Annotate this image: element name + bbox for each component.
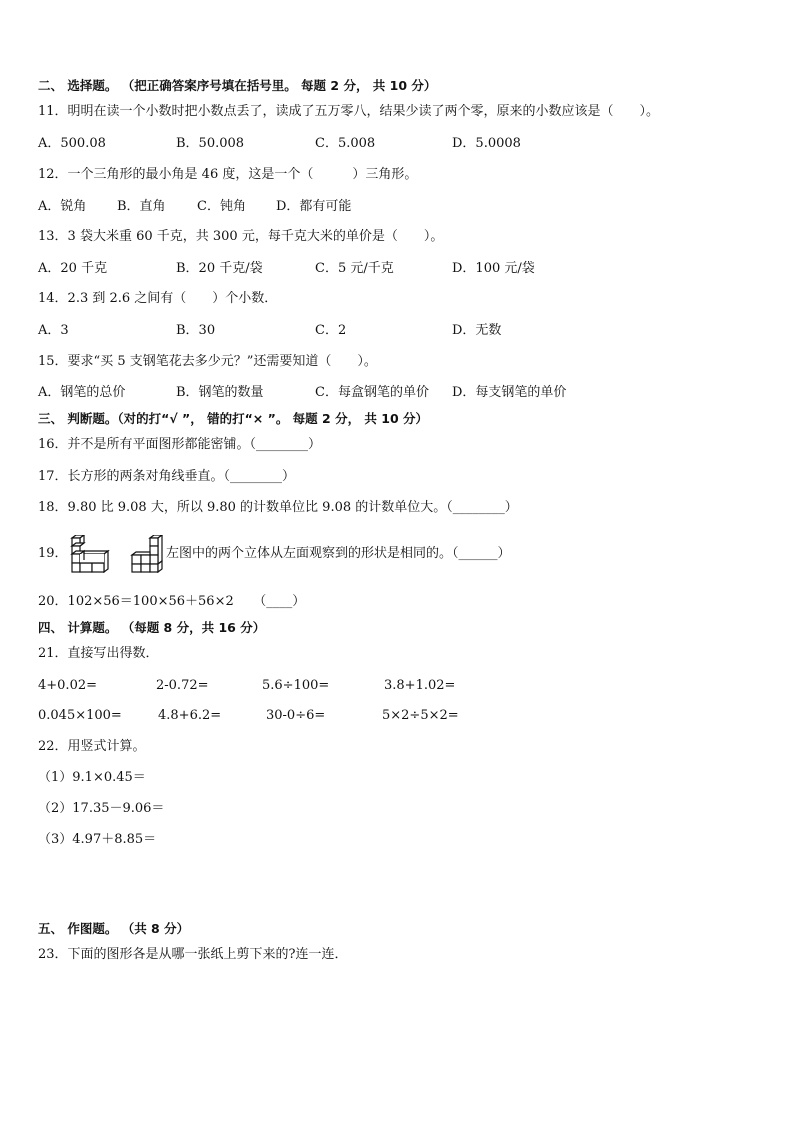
calc-item: 4+0.02=	[38, 678, 98, 693]
q18-statement: 18．9.80 比 9.08 大，所以 9.80 的计数单位比 9.08 的计数单位大。（________）	[38, 500, 518, 515]
q15-option-d: D．每支钢笔的单价	[452, 385, 567, 400]
q22-item-3: （3）4.97＋8.85＝	[38, 832, 157, 847]
q19-number: 19．	[38, 546, 68, 561]
q13-option-c: C．5 元/千克	[315, 261, 394, 276]
q14-option-d: D．无数	[452, 323, 502, 338]
calc-item: 30-0÷6=	[266, 708, 326, 723]
q12-option-d: D．都有可能	[276, 199, 352, 214]
q13-option-b: B．20 千克/袋	[176, 261, 263, 276]
calc-item: 3.8+1.02=	[384, 678, 456, 693]
q11-option-c: C．5.008	[315, 136, 376, 151]
q11-option-d: D．5.0008	[452, 136, 521, 151]
section-3-header: 三、 判断题。（对的打“√ ”， 错的打“× ”。 每题 2 分， 共 10 分）	[38, 411, 429, 426]
q15-stem: 15．要求“买 5 支钢笔花去多少元？”还需要知道（ ）。	[38, 354, 377, 369]
q14-option-a: A．3	[38, 323, 69, 338]
q15-option-c: C．每盒钢笔的单价	[315, 385, 429, 400]
q14-option-b: B．30	[176, 323, 216, 338]
q15-option-b: B．钢笔的数量	[176, 385, 264, 400]
q12-option-b: B．直角	[117, 199, 166, 214]
q14-option-c: C．2	[315, 323, 347, 338]
calc-item: 5.6÷100=	[262, 678, 330, 693]
q19-statement: 左图中的两个立体从左面观察到的形状是相同的。（______）	[166, 546, 511, 561]
q19-solid-right-figure	[128, 535, 164, 573]
calc-item: 2-0.72=	[156, 678, 209, 693]
q22-prompt: 22．用竖式计算。	[38, 739, 146, 754]
q11-stem: 11．明明在读一个小数时把小数点丢了，读成了五万零八，结果少读了两个零，原来的小数应该是（ ）。	[38, 104, 660, 119]
q16-statement: 16．并不是所有平面图形都能密铺。（________）	[38, 437, 322, 452]
q13-option-a: A．20 千克	[38, 261, 108, 276]
q11-option-a: A．500.08	[38, 136, 106, 151]
calc-item: 0.045×100=	[38, 708, 122, 723]
q12-stem: 12．一个三角形的最小角是 46 度，这是一个（ ）三角形。	[38, 167, 418, 182]
q22-item-1: （1）9.1×0.45＝	[38, 770, 146, 785]
q11-option-b: B．50.008	[176, 136, 245, 151]
q20-statement: 20．102×56＝100×56＋56×2 （____）	[38, 594, 306, 609]
section-2-header: 二、 选择题。 （把正确答案序号填在括号里。 每题 2 分， 共 10 分）	[38, 78, 437, 93]
section-5-header: 五、 作图题。 （共 8 分）	[38, 921, 190, 936]
q19-solid-left-figure	[68, 535, 110, 573]
q21-prompt: 21．直接写出得数．	[38, 646, 159, 661]
calc-item: 5×2÷5×2=	[382, 708, 459, 723]
q15-option-a: A．钢笔的总价	[38, 385, 126, 400]
q23-prompt: 23．下面的图形各是从哪一张纸上剪下来的?连一连．	[38, 947, 348, 962]
q12-option-a: A．锐角	[38, 199, 87, 214]
section-4-header: 四、 计算题。 （每题 8 分，共 16 分）	[38, 620, 266, 635]
calc-item: 4.8+6.2=	[158, 708, 222, 723]
q22-item-2: （2）17.35－9.06＝	[38, 801, 165, 816]
q14-stem: 14．2.3 到 2.6 之间有（ ）个小数．	[38, 291, 278, 306]
q12-option-c: C．钝角	[197, 199, 246, 214]
q13-stem: 13．3 袋大米重 60 千克，共 300 元，每千克大米的单价是（ ）。	[38, 229, 444, 244]
q13-option-d: D．100 元/袋	[452, 261, 535, 276]
q17-statement: 17．长方形的两条对角线垂直。（________）	[38, 469, 296, 484]
